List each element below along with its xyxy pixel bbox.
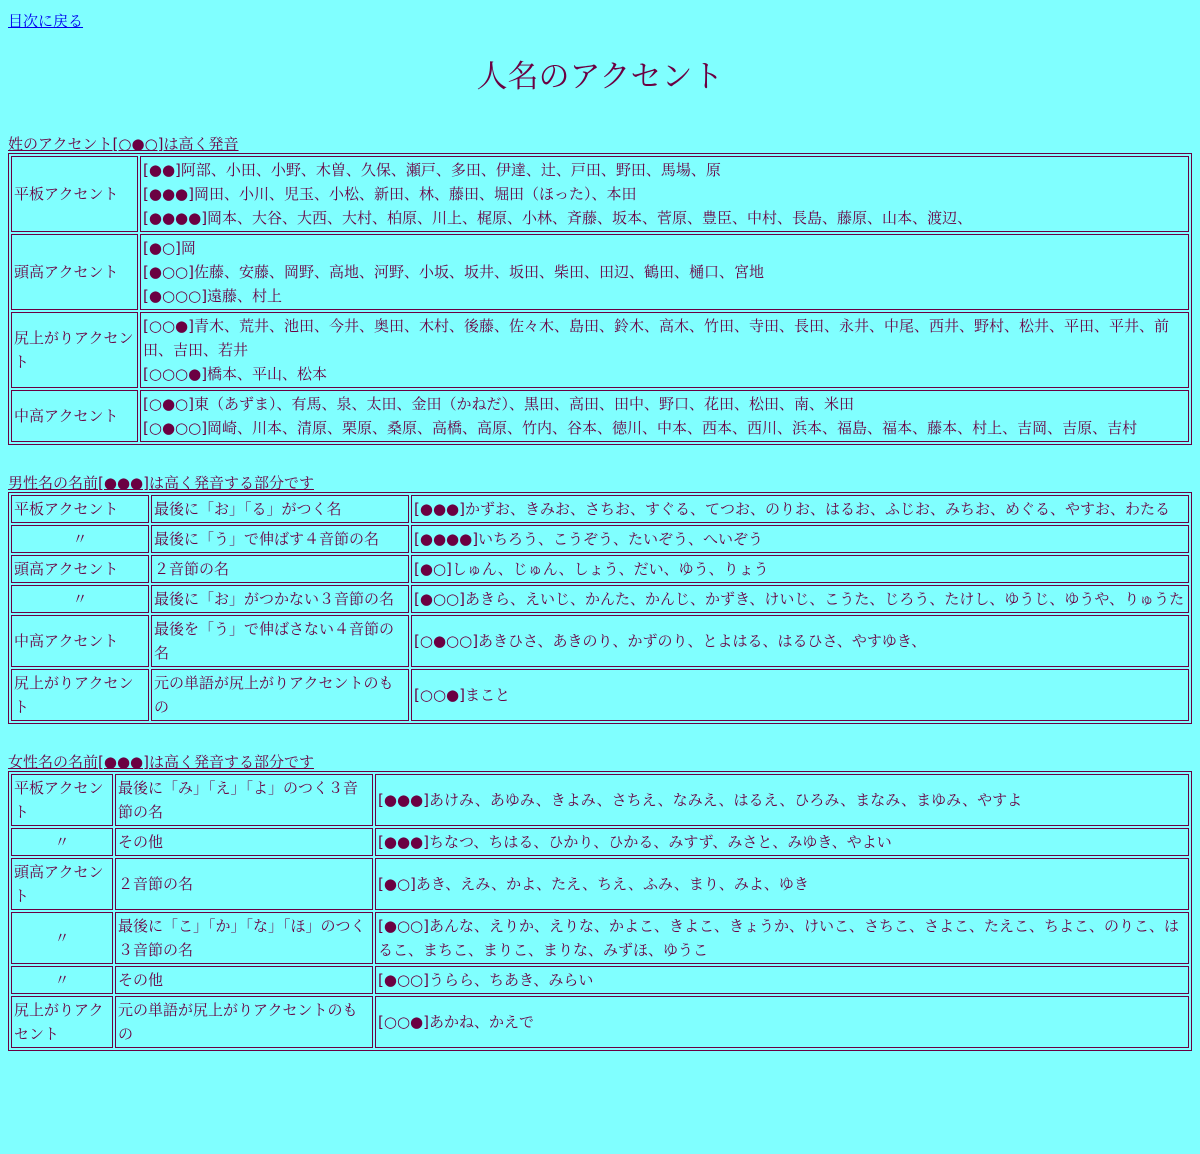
table-row <box>11 495 1189 523</box>
surname-accent-table <box>8 153 1192 445</box>
accent-type-cell: 平板アクセント <box>11 774 113 826</box>
name-list-cell: [●●●●]いちろう、こうぞう、たいぞう、へいぞう <box>411 525 1189 553</box>
surname-list-cell <box>140 312 1189 388</box>
table-row <box>11 585 1189 613</box>
accent-type-cell: 頭高アクセント <box>11 555 149 583</box>
surname-line: [●●●]岡田、小川、児玉、小松、新田、林、藤田、堀田（ほった）、本田 <box>143 185 637 203</box>
condition-cell: ２音節の名 <box>115 858 373 910</box>
surname-line: [○○●]青木、荒井、池田、今井、奥田、木村、後藤、佐々木、島田、鈴木、高木、竹田、寺田、長田、永井、中尾、西井、野村、松井、平田、平井、前田、吉田、若井 <box>143 317 1169 359</box>
surname-line: [○○○●]橋本、平山、松本 <box>143 365 328 383</box>
condition-cell: 最後に「み」「え」「よ」のつく３音節の名 <box>115 774 373 826</box>
table-row <box>11 615 1189 667</box>
table-row <box>11 996 1189 1048</box>
surname-list-cell <box>140 234 1189 310</box>
table-row <box>11 312 1189 388</box>
table-row <box>11 828 1189 856</box>
condition-cell: 最後に「お」「る」がつく名 <box>151 495 409 523</box>
name-list-cell: [○○●]まこと <box>411 669 1189 721</box>
condition-cell: ２音節の名 <box>151 555 409 583</box>
accent-type-cell: 〃 <box>11 525 149 553</box>
name-list-cell: [●●●]かずお、きみお、さちお、すぐる、てつお、のりお、はるお、ふじお、みちお、めぐる、やすお、わたる <box>411 495 1189 523</box>
condition-cell: 最後を「う」で伸ばさない４音節の名 <box>151 615 409 667</box>
surname-line: [○●○○]岡崎、川本、清原、栗原、桑原、高橋、高原、竹内、谷本、徳川、中本、西本、西川、浜本、福島、福本、藤本、村上、吉岡、吉原、吉村 <box>143 419 1138 437</box>
accent-type-cell: 中高アクセント <box>11 390 138 442</box>
accent-type-cell: 〃 <box>11 912 113 964</box>
name-list-cell: [●○○]あきら、えいじ、かんた、かんじ、かずき、けいじ、こうた、じろう、たけし、ゆうじ、ゆうや、りゅうた <box>411 585 1189 613</box>
accent-type-cell: 頭高アクセント <box>11 234 138 310</box>
surname-line: [●○○]佐藤、安藤、岡野、高地、河野、小坂、坂井、坂田、柴田、田辺、鶴田、樋口、宮地 <box>143 263 764 281</box>
surname-line: [●○○○]遠藤、村上 <box>143 287 283 305</box>
accent-type-cell: 〃 <box>11 828 113 856</box>
name-list-cell: [●●●]ちなつ、ちはる、ひかり、ひかる、みすず、みさと、みゆき、やよい <box>375 828 1189 856</box>
name-list-cell: [●○]あき、えみ、かよ、たえ、ちえ、ふみ、まり、みよ、ゆき <box>375 858 1189 910</box>
name-list-cell: [●○○]あんな、えりか、えりな、かよこ、きよこ、きょうか、けいこ、さちこ、さよこ、たえこ、ちよこ、のりこ、はるこ、まちこ、まりこ、まりな、みずほ、ゆうこ <box>375 912 1189 964</box>
female-name-accent-table <box>8 771 1192 1051</box>
female-name-table-caption: 女性名の名前[●●●]は高く発音する部分です <box>8 753 314 771</box>
name-list-cell: [●●●]あけみ、あゆみ、きよみ、さちえ、なみえ、はるえ、ひろみ、まなみ、まゆみ、やすよ <box>375 774 1189 826</box>
condition-cell: その他 <box>115 966 373 994</box>
male-name-table-caption: 男性名の名前[●●●]は高く発音する部分です <box>8 474 314 492</box>
name-list-cell: [●○○]うらら、ちあき、みらい <box>375 966 1189 994</box>
name-list-cell: [○●○○]あきひさ、あきのり、かずのり、とよはる、はるひさ、やすゆき、 <box>411 615 1189 667</box>
surname-table-caption: 姓のアクセント[○●○]は高く発音 <box>8 135 239 153</box>
table-row <box>11 669 1189 721</box>
accent-type-cell: 平板アクセント <box>11 156 138 232</box>
surname-line: [○●○]東（あずま）、有馬、泉、太田、金田（かねだ）、黒田、高田、田中、野口、花田、松田、南、米田 <box>143 395 854 413</box>
accent-type-cell: 平板アクセント <box>11 495 149 523</box>
table-row <box>11 858 1189 910</box>
accent-type-cell: 尻上がりアクセント <box>11 996 113 1048</box>
table-row <box>11 555 1189 583</box>
name-list-cell: [○○●]あかね、かえで <box>375 996 1189 1048</box>
name-list-cell: [●○]しゅん、じゅん、しょう、だい、ゆう、りょう <box>411 555 1189 583</box>
accent-type-cell: 頭高アクセント <box>11 858 113 910</box>
surname-line: [●●]阿部、小田、小野、木曽、久保、瀬戸、多田、伊達、辻、戸田、野田、馬場、原 <box>143 161 721 179</box>
condition-cell: 最後に「お」がつかない３音節の名 <box>151 585 409 613</box>
table-row <box>11 774 1189 826</box>
table-row <box>11 390 1189 442</box>
condition-cell: 元の単語が尻上がりアクセントのもの <box>115 996 373 1048</box>
surname-line: [●○]岡 <box>143 239 196 257</box>
table-row <box>11 966 1189 994</box>
accent-type-cell: 中高アクセント <box>11 615 149 667</box>
male-name-accent-table <box>8 492 1192 724</box>
back-to-contents-link[interactable]: 目次に戻る <box>8 12 84 30</box>
condition-cell: 最後に「う」で伸ばす４音節の名 <box>151 525 409 553</box>
page-title: 人名のアクセント <box>476 59 724 95</box>
table-row <box>11 912 1189 964</box>
table-row <box>11 156 1189 232</box>
accent-type-cell: 尻上がりアクセント <box>11 669 149 721</box>
accent-type-cell: 尻上がりアクセント <box>11 312 138 388</box>
accent-type-cell: 〃 <box>11 585 149 613</box>
condition-cell: 元の単語が尻上がりアクセントのもの <box>151 669 409 721</box>
condition-cell: その他 <box>115 828 373 856</box>
surname-line: [●●●●]岡本、大谷、大西、大村、柏原、川上、梶原、小林、斉藤、坂本、菅原、豊臣、中村、長島、藤原、山本、渡辺、 <box>143 209 973 227</box>
accent-type-cell: 〃 <box>11 966 113 994</box>
table-row <box>11 525 1189 553</box>
condition-cell: 最後に「こ」「か」「な」「ほ」のつく３音節の名 <box>115 912 373 964</box>
surname-list-cell <box>140 390 1189 442</box>
table-row <box>11 234 1189 310</box>
surname-list-cell <box>140 156 1189 232</box>
